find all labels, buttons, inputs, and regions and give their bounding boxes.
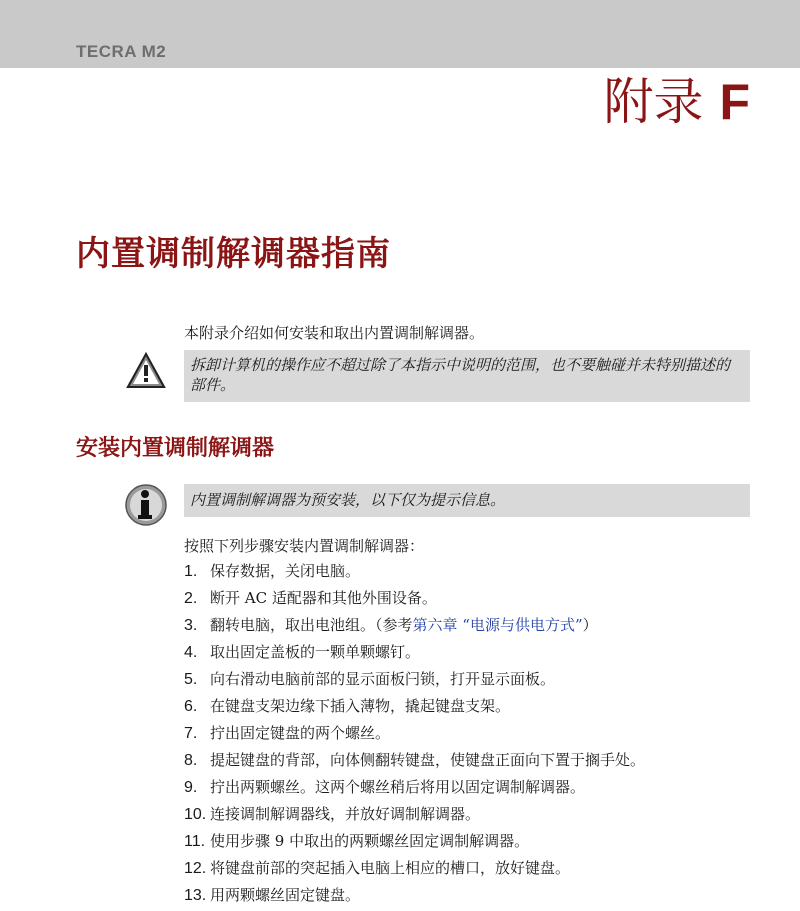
list-item: 7. 拧出固定键盘的两个螺丝。 bbox=[184, 724, 391, 742]
section-title: 安装内置调制解调器 bbox=[76, 436, 275, 461]
list-item: 6. 在键盘支架边缘下插入薄物，撬起键盘支架。 bbox=[184, 697, 511, 715]
warning-icon bbox=[124, 350, 168, 392]
list-item: 9. 拧出两颗螺丝。这两个螺丝稍后将用以固定调制解调器。 bbox=[184, 778, 586, 796]
appendix-title bbox=[604, 70, 750, 134]
appendix-label: 附录 bbox=[603, 73, 704, 131]
list-item: 10. 连接调制解调器线，并放好调制解调器。 bbox=[184, 805, 481, 823]
warning-note: 拆卸计算机的操作应不超过除了本指示中说明的范围，也不要触碰并未特别描述的部件。 bbox=[184, 350, 750, 402]
list-item: 13. 用两颗螺丝固定键盘。 bbox=[184, 886, 361, 904]
chapter-six-link[interactable]: 第六章 “电源与供电方式” bbox=[412, 616, 583, 634]
list-item: 3. 翻转电脑，取出电池组。（参考第六章 “电源与供电方式”） bbox=[184, 616, 598, 634]
steps-list bbox=[184, 560, 645, 911]
info-icon bbox=[124, 483, 168, 527]
appendix-letter: F bbox=[719, 74, 750, 130]
info-note: 内置调制解调器为预安装，以下仅为提示信息。 bbox=[184, 484, 750, 517]
list-item: 12. 将键盘前部的突起插入电脑上相应的槽口，放好键盘。 bbox=[184, 859, 571, 877]
list-item: 8. 提起键盘的背部，向体侧翻转键盘，使键盘正面向下置于搁手处。 bbox=[184, 751, 646, 769]
list-item: 5. 向右滑动电脑前部的显示面板闩锁，打开显示面板。 bbox=[184, 670, 556, 688]
list-item: 1. 保存数据，关闭电脑。 bbox=[184, 562, 361, 580]
steps-lead: 按照下列步骤安装内置调制解调器： bbox=[184, 537, 425, 555]
list-item: 11. 使用步骤 9 中取出的两颗螺丝固定调制解调器。 bbox=[184, 832, 530, 850]
product-name: TECRA M2 bbox=[76, 42, 167, 61]
list-item: 4. 取出固定盖板的一颗单颗螺钉。 bbox=[184, 643, 421, 661]
intro-text: 本附录介绍如何安装和取出内置调制解调器。 bbox=[184, 324, 485, 342]
chapter-title: 内置调制解调器指南 bbox=[76, 234, 391, 274]
list-item: 2. 断开 AC 适配器和其他外围设备。 bbox=[184, 589, 437, 607]
